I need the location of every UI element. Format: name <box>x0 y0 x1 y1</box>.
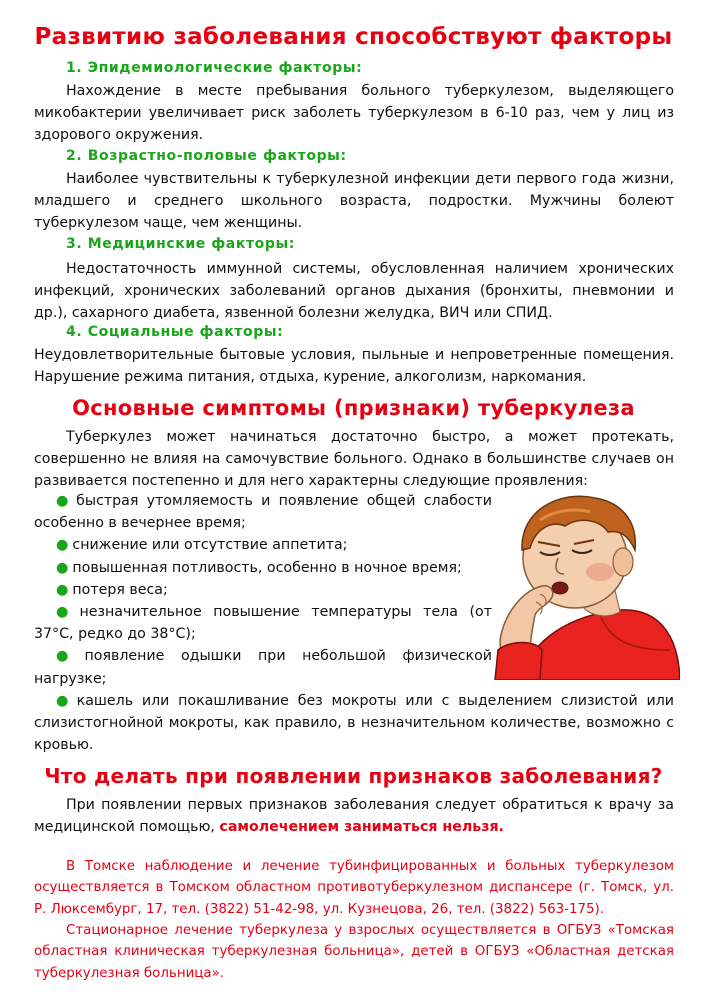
symptom-item: ● незначительное повышение температуры тела (от 37°С, редко до 38°С); <box>34 604 492 643</box>
what-to-do-text: При появлении первых признаков заболевания следует обратиться к врачу за медицинской помощью, самолечением заниматься нельзя. <box>34 797 674 836</box>
coughing-boy-icon <box>480 490 680 680</box>
footer-dispensary-info: В Томске наблюдение и лечение тубинфицированных и больных туберкулезом осуществляется в Томском областном противотуберкулезном диспансере (г. Томск, ул. Р. Люксембург, 17, тел. (3822) 51-42-98, ул. Кузнецова, 26, тел. (3822) 563-175). <box>34 859 674 917</box>
symptom-item: ● снижение или отсутствие аппетита; <box>56 537 348 554</box>
symptoms-intro: Туберкулез может начинаться достаточно быстро, а может протекать, совершенно не влияя на самочувствие больного. Однако в большинстве случаев он развивается постепенно и для него характерны следующие проявления: <box>34 429 674 490</box>
factor2-text: Наиболее чувствительны к туберкулезной инфекции дети первого года жизни, младшего и среднего школьного возраста, подростки. Мужчины болеют туберкулезом чаще, чем женщины. <box>34 171 674 232</box>
factor3-text: Недостаточность иммунной системы, обусловленная наличием хронических инфекций, хронических заболеваний органов дыхания (бронхиты, пневмонии и др.), сахарного диабета, язвенной болезни желудка, ВИЧ или СПИД. <box>34 261 674 322</box>
symptom-item: ● потеря веса; <box>56 581 168 598</box>
symptom-item: ● кашель или покашливание без мокроты или с выделением слизистой или слизистогнойной мокроты, как правило, в незначительном количестве, возможно с кровью. <box>34 692 674 754</box>
symptom-item: ● появление одышки при небольшой физической нагрузке; <box>34 648 492 687</box>
section2-title: Основные симптомы (признаки) туберкулеза <box>72 396 635 420</box>
section3-title: Что делать при появлении признаков заболевания? <box>44 764 663 788</box>
factor3-heading: 3. Медицинские факторы: <box>66 236 295 252</box>
factor2-heading: 2. Возрастно-половые факторы: <box>66 148 347 164</box>
bullet-icon: ● <box>56 692 73 709</box>
bullet-icon: ● <box>56 604 76 621</box>
section1-title: Развитию заболевания способствуют факторы <box>34 24 673 50</box>
footer-hospital-info: Стационарное лечение туберкулеза у взрослых осуществляется в ОГБУЗ «Томская областная клиническая туберкулезная больница», детей в ОГБУЗ «Областная детская туберкулезная больница». <box>34 923 674 981</box>
bullet-icon: ● <box>56 648 81 665</box>
factor4-heading: 4. Социальные факторы: <box>66 324 284 340</box>
symptom-item: ● быстрая утомляемость и появление общей слабости особенно в вечернее время; <box>34 493 492 532</box>
bullet-icon: ● <box>56 493 73 509</box>
factor1-heading: 1. Эпидемиологические факторы: <box>66 60 363 76</box>
symptom-item: ● повышенная потливость, особенно в ночное время; <box>56 559 462 576</box>
bullet-icon: ● <box>56 559 69 576</box>
factor4-text: Неудовлетворительные бытовые условия, пыльные и непроветренные помещения. Нарушение режима питания, отдыха, курение, алкоголизм, наркомания. <box>34 347 674 386</box>
factor1-text: Нахождение в месте пребывания больного туберкулезом, выделяющего микобактерии увеличивает риск заболеть туберкулезом в 6-10 раз, чем у лиц из здорового окружения. <box>34 83 674 144</box>
bullet-icon: ● <box>56 537 69 554</box>
bullet-icon: ● <box>56 581 69 598</box>
self-treatment-warning: самолечением заниматься нельзя. <box>219 819 504 836</box>
